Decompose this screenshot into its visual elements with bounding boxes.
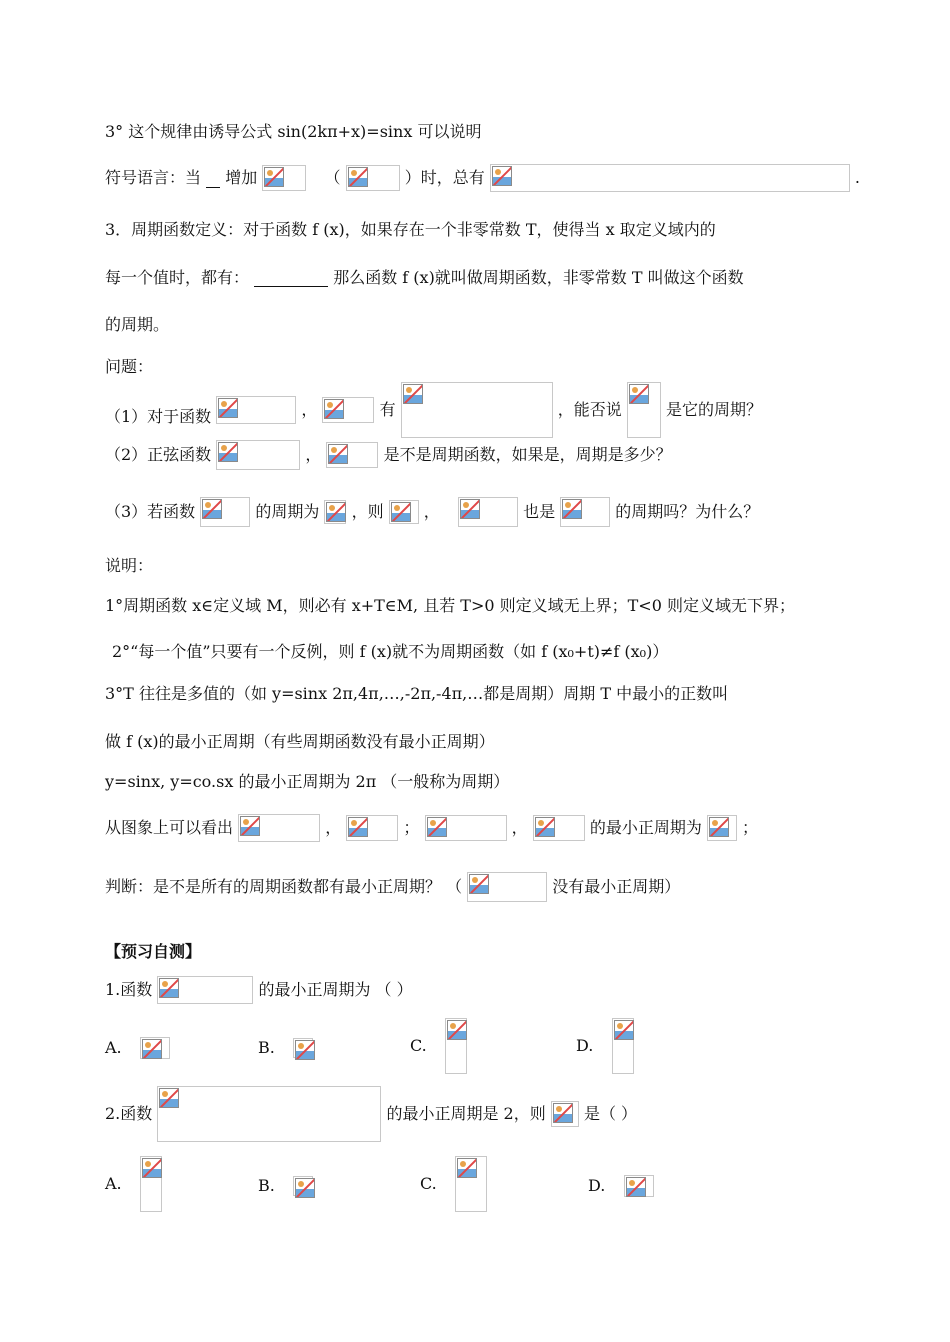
text: （3）若函数 (105, 502, 196, 521)
text: 的最小正周期为 （ ） (258, 980, 413, 999)
formula-image (389, 500, 419, 524)
formula-image (445, 1018, 467, 1074)
text: 没有最小正周期） (552, 877, 681, 896)
text: 是（ ） (583, 1104, 638, 1123)
formula-image (293, 1176, 313, 1196)
broken-image-icon (469, 874, 489, 894)
section-heading (105, 940, 201, 963)
text: 2°“每一个值”只要有一个反例，则 f (x)就不为周期函数（如 f (x₀+t)≠f (x₀)） (112, 641, 669, 661)
text: C. (410, 1036, 427, 1055)
broken-image-icon (403, 384, 423, 404)
broken-image-icon (326, 502, 346, 522)
blank-underline (254, 268, 328, 287)
problem-2-option-d (588, 1174, 654, 1197)
broken-image-icon (626, 1177, 646, 1197)
formula-image (140, 1037, 170, 1059)
text: . (854, 168, 860, 187)
text: A. (105, 1037, 122, 1057)
text: 的周期吗？为什么？ (615, 502, 760, 521)
explanation-heading (105, 554, 153, 577)
formula-image (533, 815, 585, 841)
broken-image-icon (218, 442, 238, 462)
text: 的最小正周期为 (589, 818, 702, 837)
text: 2.函数 (105, 1104, 153, 1123)
formula-image (293, 1038, 313, 1058)
text: y=sinx, y=co.sx 的最小正周期为 2π （一般称为周期） (105, 771, 510, 791)
text: 1°周期函数 x∈定义域 M，则必有 x+T∈M, 且若 T>0 则定义域无上界；T<0 则定义域无下界； (105, 595, 795, 615)
broken-image-icon (264, 167, 284, 187)
formula-image (467, 872, 547, 902)
text: 的周期。 (105, 314, 170, 334)
broken-image-icon (240, 816, 260, 836)
text: 的最小正周期是 2，则 (386, 1104, 546, 1123)
broken-image-icon (159, 1088, 179, 1108)
text: 的周期为 (255, 502, 320, 521)
text: 是不是周期函数，如果是，周期是多少？ (383, 445, 672, 464)
question-1 (105, 382, 762, 438)
broken-image-icon (492, 166, 512, 186)
formula-image (346, 815, 398, 841)
problem-2-option-b (258, 1174, 313, 1197)
text: 是它的周期？ (665, 400, 762, 419)
problem-2 (105, 1086, 637, 1142)
line-definition (105, 218, 716, 241)
formula-image (425, 815, 507, 841)
blank-underline (206, 169, 220, 188)
question-2 (105, 440, 672, 470)
broken-image-icon (457, 1158, 477, 1178)
formula-image (326, 442, 378, 468)
broken-image-icon (614, 1020, 634, 1040)
text: 增加 (225, 168, 258, 187)
formula-image (458, 497, 518, 527)
explanation-4 (105, 730, 495, 753)
formula-image (707, 815, 737, 841)
broken-image-icon (202, 499, 222, 519)
text: （2）正弦函数 (105, 445, 212, 464)
broken-image-icon (142, 1158, 162, 1178)
formula-image (612, 1018, 634, 1074)
text: 3° 这个规律由诱导公式 sin(2kπ+x)=sinx 可以说明 (105, 121, 482, 141)
explanation-3 (105, 682, 728, 705)
problem-2-option-a (105, 1156, 162, 1212)
formula-image (324, 500, 346, 524)
formula-image (216, 440, 300, 470)
problem-1-option-a (105, 1036, 170, 1059)
text: ， (325, 818, 342, 837)
text: 从图象上可以看出 (105, 818, 234, 837)
formula-image (560, 497, 610, 527)
broken-image-icon (629, 384, 649, 404)
broken-image-icon (709, 817, 729, 837)
text: 问题： (105, 356, 154, 376)
line-questions-heading (105, 355, 153, 378)
formula-image (401, 382, 553, 438)
text: A. (105, 1174, 122, 1193)
text: 说明： (105, 555, 154, 575)
broken-image-icon (142, 1039, 162, 1059)
line-definition-2 (105, 266, 744, 289)
broken-image-icon (348, 167, 368, 187)
text: ； (403, 818, 420, 837)
text: ， (423, 502, 440, 521)
formula-image (200, 497, 250, 527)
text: ，则 (351, 502, 384, 521)
formula-image (346, 165, 400, 191)
formula-image (322, 397, 374, 423)
text: ； (742, 818, 759, 837)
text: 有 (379, 400, 396, 419)
text: 符号语言：当 (105, 168, 202, 187)
broken-image-icon (553, 1103, 573, 1123)
text: 【预习自测】 (105, 941, 202, 961)
broken-image-icon (324, 399, 344, 419)
broken-image-icon (348, 817, 368, 837)
text: ，能否说 (557, 400, 622, 419)
formula-image (238, 814, 320, 842)
broken-image-icon (427, 817, 447, 837)
line-definition-3 (105, 313, 169, 336)
text: ）时，总有 (404, 168, 485, 187)
problem-2-option-c (420, 1156, 487, 1212)
line-symbol-language (105, 164, 860, 192)
broken-image-icon (295, 1178, 315, 1198)
formula-image (624, 1175, 654, 1197)
formula-image (140, 1156, 162, 1212)
formula-image (262, 165, 306, 191)
explanation-judge (105, 872, 680, 902)
formula-image (157, 976, 253, 1004)
text: D. (576, 1036, 594, 1055)
text: 1.函数 (105, 980, 153, 999)
text: （ (324, 168, 341, 187)
text: （1）对于函数 (105, 407, 212, 426)
broken-image-icon (562, 499, 582, 519)
formula-image (490, 164, 850, 192)
formula-image (627, 382, 661, 438)
broken-image-icon (328, 444, 348, 464)
text: C. (420, 1174, 437, 1193)
explanation-2 (112, 640, 668, 663)
broken-image-icon (159, 978, 179, 998)
explanation-5 (105, 770, 509, 793)
formula-image (157, 1086, 381, 1142)
question-3 (105, 497, 759, 527)
problem-1 (105, 976, 413, 1004)
broken-image-icon (447, 1020, 467, 1040)
text: 做 f (x)的最小正周期（有些周期函数没有最小正周期） (105, 731, 495, 751)
formula-image (551, 1101, 579, 1127)
broken-image-icon (218, 398, 238, 418)
text: 判断：是不是所有的周期函数都有最小正周期？ （ (105, 877, 463, 896)
problem-1-option-c (410, 1018, 467, 1074)
text: 那么函数 f (x)就叫做周期函数，非零常数 T 叫做这个函数 (333, 267, 744, 287)
text: 也是 (523, 502, 556, 521)
broken-image-icon (535, 817, 555, 837)
text: ， (305, 445, 322, 464)
text: B. (258, 1175, 275, 1195)
text: D. (588, 1175, 606, 1195)
text: 每一个值时，都有： (105, 267, 250, 287)
broken-image-icon (391, 502, 411, 522)
text: 3°T 往往是多值的（如 y=sinx 2π,4π,…,-2π,-4π,…都是周期）周期 T 中最小的正数叫 (105, 683, 729, 703)
broken-image-icon (460, 499, 480, 519)
text: 3．周期函数定义：对于函数 f (x)，如果存在一个非零常数 T，使得当 x 取定义域内的 (105, 219, 716, 239)
broken-image-icon (295, 1040, 315, 1060)
problem-1-option-b (258, 1036, 313, 1059)
text: ， (301, 400, 318, 419)
explanation-1 (105, 594, 795, 617)
explanation-graph (105, 814, 758, 842)
formula-image (216, 396, 296, 424)
problem-1-option-d (576, 1018, 634, 1074)
text: ， (511, 818, 528, 837)
text: B. (258, 1037, 275, 1057)
formula-image (455, 1156, 487, 1212)
line-rule-3 (105, 120, 481, 143)
